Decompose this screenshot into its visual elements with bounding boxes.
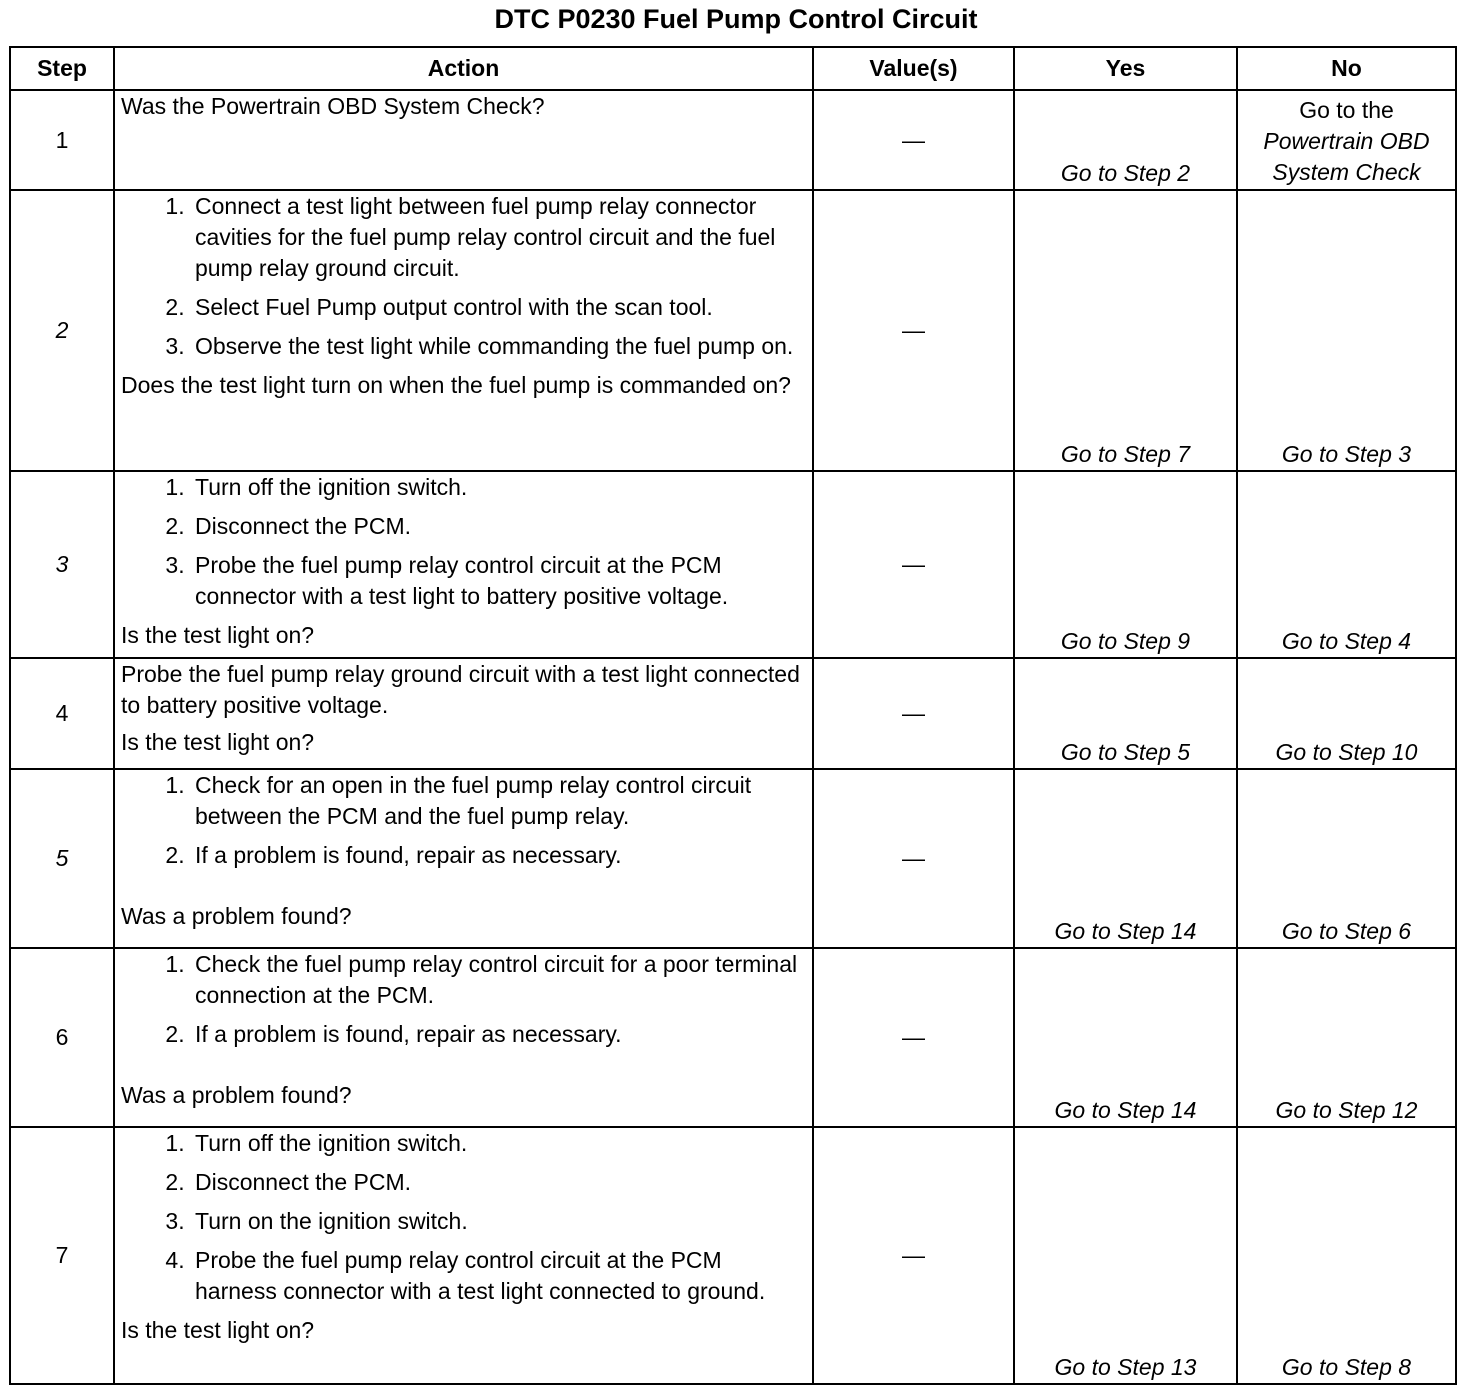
yes-link[interactable]: Go to Step 2 [1014, 90, 1237, 190]
no-link[interactable]: Go to Step 4 [1237, 471, 1456, 658]
action-step: 1. Turn off the ignition switch. [191, 1128, 806, 1159]
table-header-row [10, 47, 1456, 90]
yes-link[interactable]: Go to Step 14 [1014, 948, 1237, 1127]
action-step: 2. If a problem is found, repair as necessary. [191, 840, 806, 871]
yes-link[interactable]: Go to Step 14 [1014, 769, 1237, 948]
table-row [10, 658, 1456, 769]
action-question: Does the test light turn on when the fuel pump is commanded on? [121, 372, 791, 398]
value-cell: — [813, 471, 1014, 658]
no-link[interactable]: Go to Step 6 [1237, 769, 1456, 948]
value-cell: — [813, 769, 1014, 948]
yes-link[interactable]: Go to Step 9 [1014, 471, 1237, 658]
action-step: 3. Observe the test light while commanding the fuel pump on. [191, 331, 806, 362]
step-number: 1 [10, 90, 114, 190]
action-cell [114, 90, 813, 190]
action-step: 3. Turn on the ignition switch. [191, 1206, 806, 1237]
yes-link[interactable]: Go to Step 7 [1014, 190, 1237, 471]
no-link[interactable]: Go to Step 8 [1237, 1127, 1456, 1384]
action-cell [114, 948, 813, 1127]
column-header-step: Step [10, 47, 114, 90]
action-steps [121, 191, 806, 362]
action-text: Probe the fuel pump relay ground circuit with a test light connected to battery positive voltage. [121, 661, 800, 718]
action-cell [114, 1127, 813, 1384]
step-number: 5 [10, 769, 114, 948]
table-row [10, 90, 1456, 190]
action-step: 4. Probe the fuel pump relay control circuit at the PCM harness connector with a test light connected to ground. [191, 1245, 806, 1307]
action-step: 1. Check the fuel pump relay control circuit for a poor terminal connection at the PCM. [191, 949, 806, 1011]
table-row [10, 769, 1456, 948]
table-row [10, 948, 1456, 1127]
no-cell [1237, 90, 1456, 190]
action-step: 1. Turn off the ignition switch. [191, 472, 806, 503]
action-text: Was the Powertrain OBD System Check? [121, 93, 545, 119]
no-link[interactable]: Go to Step 12 [1237, 948, 1456, 1127]
diagnostic-table [9, 46, 1457, 1385]
no-link[interactable]: Go to Step 3 [1237, 190, 1456, 471]
action-cell [114, 769, 813, 948]
action-question: Is the test light on? [121, 1317, 315, 1343]
action-steps [121, 1128, 806, 1307]
value-cell: — [813, 948, 1014, 1127]
table-row [10, 1127, 1456, 1384]
action-step: 2. Disconnect the PCM. [191, 1167, 806, 1198]
action-cell [114, 190, 813, 471]
value-cell: — [813, 658, 1014, 769]
value-cell: — [813, 1127, 1014, 1384]
column-header-action: Action [114, 47, 813, 90]
step-number: 7 [10, 1127, 114, 1384]
action-step: 2. If a problem is found, repair as necessary. [191, 1019, 806, 1050]
yes-link[interactable]: Go to Step 5 [1014, 658, 1237, 769]
action-step: 2. Select Fuel Pump output control with the scan tool. [191, 292, 806, 323]
step-number: 6 [10, 948, 114, 1127]
action-question: Was a problem found? [121, 1082, 352, 1108]
action-step: 3. Probe the fuel pump relay control circuit at the PCM connector with a test light to battery positive voltage. [191, 550, 806, 612]
no-prefix: Go to the [1299, 97, 1394, 123]
action-steps [121, 770, 806, 871]
action-question: Is the test light on? [121, 622, 315, 648]
action-question: Was a problem found? [121, 903, 352, 929]
value-cell: — [813, 190, 1014, 471]
action-steps [121, 472, 806, 612]
no-link[interactable]: Go to Step 10 [1237, 658, 1456, 769]
action-cell [114, 658, 813, 769]
no-link[interactable]: Powertrain OBD System Check [1263, 128, 1430, 185]
yes-link[interactable]: Go to Step 13 [1014, 1127, 1237, 1384]
action-step: 1. Check for an open in the fuel pump relay control circuit between the PCM and the fuel pump relay. [191, 770, 806, 832]
column-header-yes: Yes [1014, 47, 1237, 90]
step-number: 3 [10, 471, 114, 658]
page-title: DTC P0230 Fuel Pump Control Circuit [494, 4, 978, 34]
action-steps [121, 949, 806, 1050]
table-row [10, 190, 1456, 471]
step-number: 4 [10, 658, 114, 769]
value-cell: — [813, 90, 1014, 190]
column-header-values: Value(s) [813, 47, 1014, 90]
action-cell [114, 471, 813, 658]
table-row [10, 471, 1456, 658]
step-number: 2 [10, 190, 114, 471]
action-step: 1. Connect a test light between fuel pump relay connector cavities for the fuel pump relay control circuit and the fuel pump relay ground circuit. [191, 191, 806, 284]
column-header-no: No [1237, 47, 1456, 90]
action-question: Is the test light on? [121, 729, 315, 755]
action-step: 2. Disconnect the PCM. [191, 511, 806, 542]
